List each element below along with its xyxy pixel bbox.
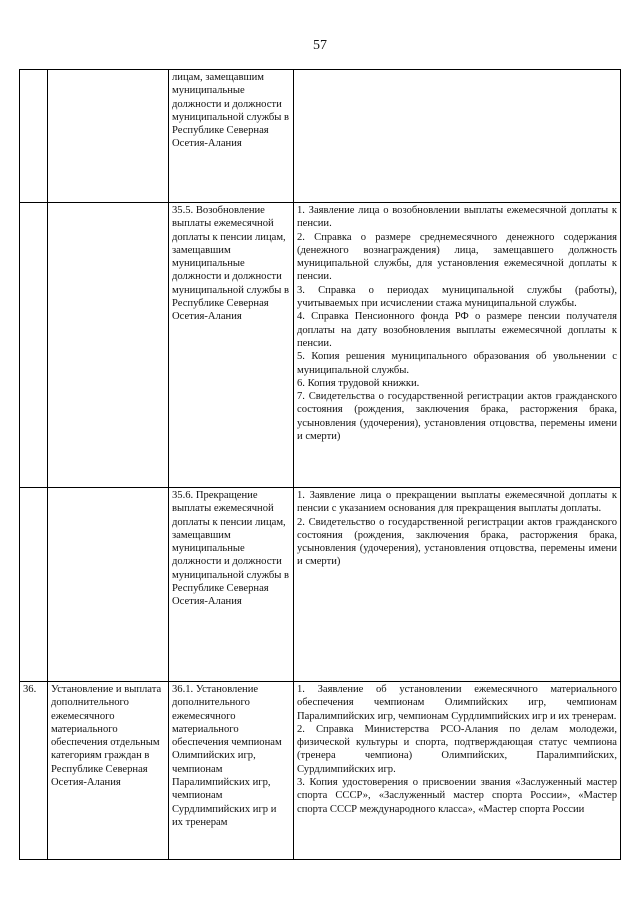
service-name <box>48 488 169 682</box>
requirement-item: 2. Справка Министерства РСО-Алания по делам молодежи, физической культуры и спорта, подтверждающая статус чемпиона (тренера чемпиона) Олимпийских, Паралимпийских, Сурдлимпийских игр. <box>297 723 617 775</box>
row-number: 36. <box>20 682 48 860</box>
subservice-name: 35.6. Прекращение выплаты ежемесячной доплаты к пенсии лицам, замещавшим муниципальные должности и должности муниципальной службы в Республике Северная Осетия-Алания <box>169 488 294 682</box>
requirement-item: 2. Свидетельство о государственной регистрации актов гражданского состояния (рождения, заключения брака, расторжения брака, усыновления (удочерения), установления отцовства, перемены имени и смерти) <box>297 516 617 568</box>
services-table <box>19 69 621 860</box>
requirements-cell <box>294 70 621 203</box>
requirement-item: 4. Справка Пенсионного фонда РФ о размере пенсии получателя доплаты на дату возобновления выплаты ежемесячной доплаты к пенсии. <box>297 311 617 349</box>
service-name <box>48 70 169 203</box>
table-body <box>20 70 621 860</box>
requirement-item: 3. Справка о периодах муниципальной службы (работы), учитываемых при исчислении стажа муниципальной службы. <box>297 284 617 310</box>
requirement-item: 2. Справка о размере среднемесячного денежного содержания (денежного вознаграждения) лица, замещавшего должность муниципальной службы, для установления ежемесячной доплаты к пенсии. <box>297 231 617 283</box>
subservice-name: лицам, замещавшим муниципальные должности и должности муниципальной службы в Республике Северная Осетия-Алания <box>169 70 294 203</box>
table-row <box>20 488 621 682</box>
subservice-name: 35.5. Возобновление выплаты ежемесячной доплаты к пенсии лицам, замещавшим муниципальные должности и должности муниципальной службы в Республике Северная Осетия-Алания <box>169 203 294 488</box>
requirements-cell <box>294 203 621 488</box>
requirements-cell <box>294 682 621 860</box>
requirement-item: 7. Свидетельства о государственной регистрации актов гражданского состояния (рождения, заключения брака, расторжения брака, усыновления (удочерения), установления отцовства, перемены имени и смерти) <box>297 391 617 443</box>
service-name: Установление и выплата дополнительного ежемесячного материального обеспечения отдельным категориям граждан в Республике Северная Осетия-Алания <box>48 682 169 860</box>
requirement-item: 6. Копия трудовой книжки. <box>297 377 420 389</box>
requirement-item: 3. Копия удостоверения о присвоении звания «Заслуженный мастер спорта СССР», «Заслуженный мастер спорта России», «Мастер спорта СССР международного класса», «Мастер спорта России <box>297 777 617 815</box>
requirements-cell <box>294 488 621 682</box>
row-number <box>20 203 48 488</box>
table-row <box>20 203 621 488</box>
subservice-name: 36.1. Установление дополнительного ежемесячного материального обеспечения чемпионам Олимпийских игр, чемпионам Паралимпийских игр, чемпионам Сурдлимпийских игр и их тренерам <box>169 682 294 860</box>
requirement-item: 5. Копия решения муниципального образования об увольнении с муниципальной службы. <box>297 351 617 376</box>
table-row <box>20 70 621 203</box>
requirement-item: 1. Заявление об установлении ежемесячного материального обеспечения чемпионам Олимпийских игр, чемпионам Паралимпийских игр, чемпионам Сурдлимпийских игр и их тренерам. <box>297 684 617 722</box>
table-row <box>20 682 621 860</box>
service-name <box>48 203 169 488</box>
requirement-item: 1. Заявление лица о прекращении выплаты ежемесячной доплаты к пенсии с указанием основания для прекращения выплаты доплаты. <box>297 490 617 515</box>
requirement-item: 1. Заявление лица о возобновлении выплаты ежемесячной доплаты к пенсии. <box>297 205 617 230</box>
row-number <box>20 488 48 682</box>
page-number: 57 <box>313 38 327 53</box>
row-number <box>20 70 48 203</box>
